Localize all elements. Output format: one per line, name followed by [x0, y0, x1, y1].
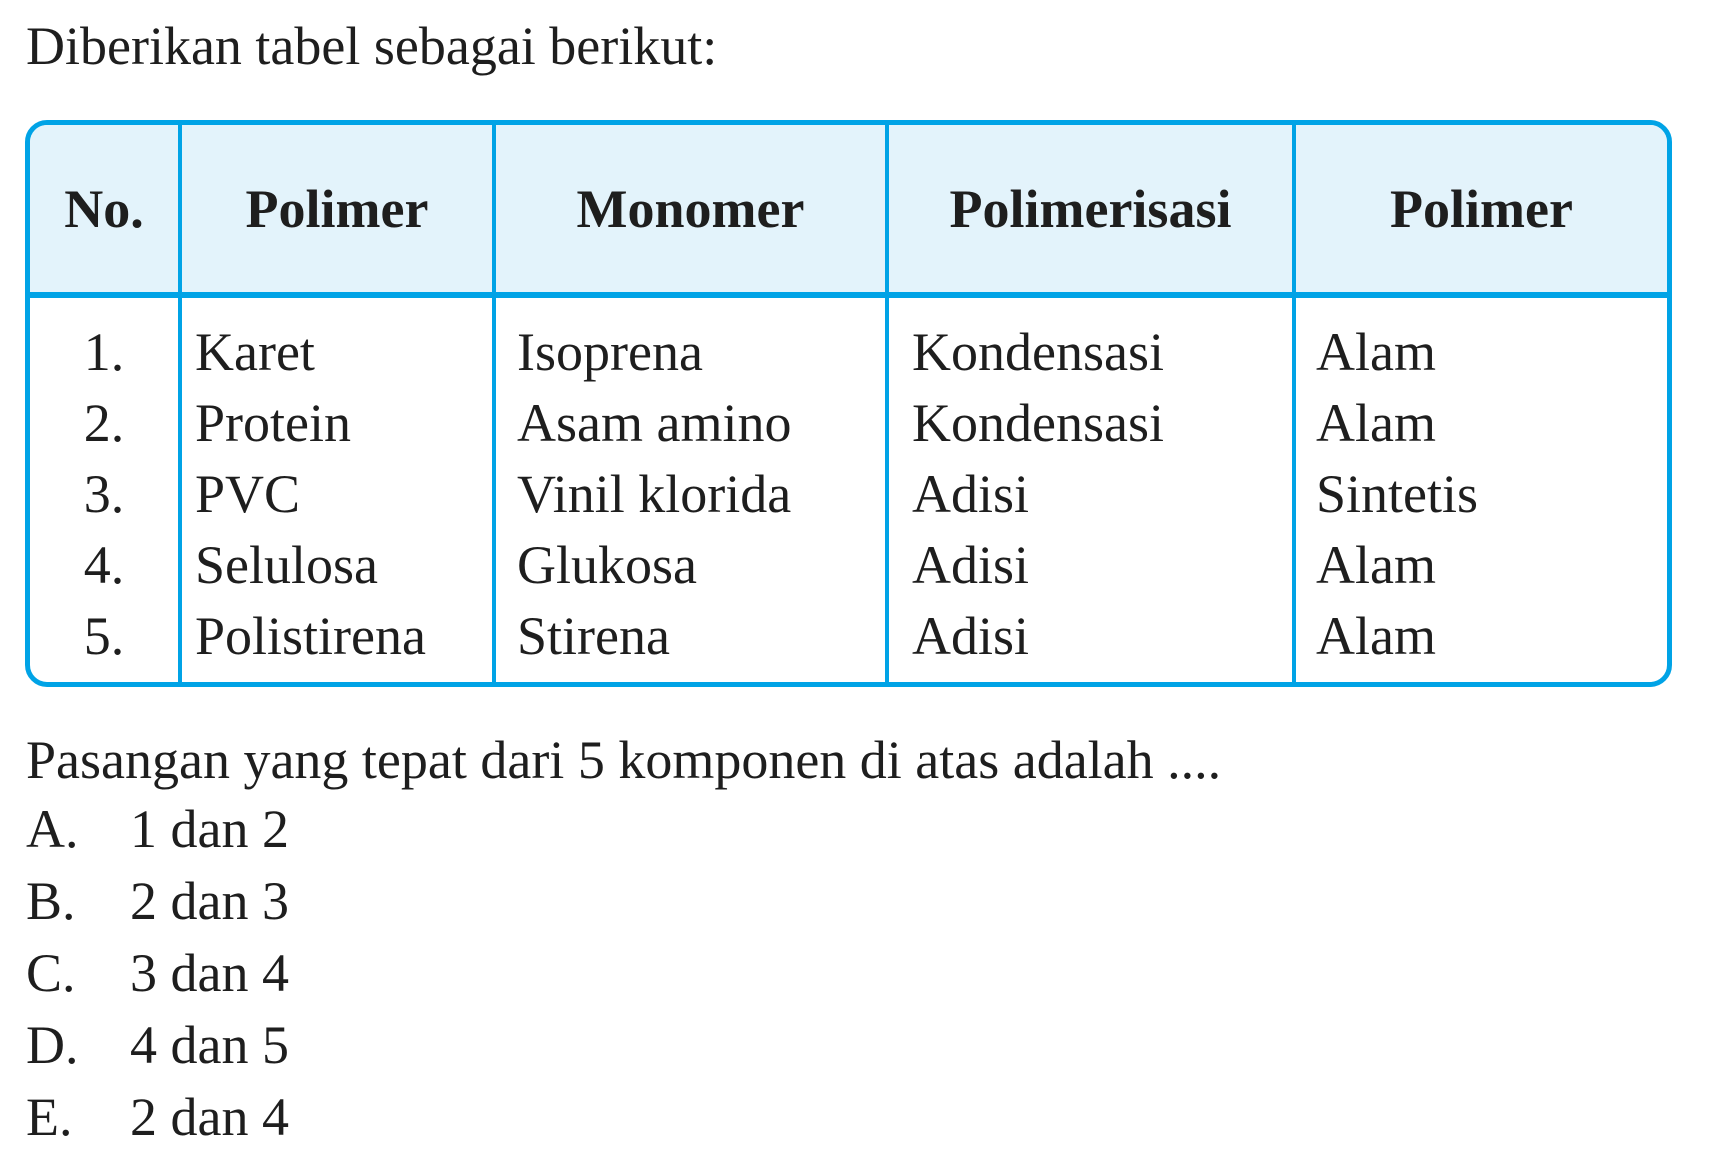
option-letter: E.	[26, 1087, 73, 1147]
polimer-cell: PVC	[195, 464, 301, 524]
header-jenis-polimer: Polimer	[1390, 178, 1573, 239]
option-text: 4 dan 5	[130, 1015, 289, 1075]
option-text: 3 dan 4	[130, 943, 289, 1003]
polimer-cell: Polistirena	[195, 606, 426, 666]
question-text: Pasangan yang tepat dari 5 komponen di atas adalah ....	[26, 730, 1222, 790]
row-number: 5.	[83, 606, 125, 666]
polimerisasi-cell: Adisi	[912, 464, 1030, 524]
intro-text: Diberikan tabel sebagai berikut:	[26, 16, 718, 76]
jenis-polimer-cell: Alam	[1316, 322, 1436, 382]
polimer-cell: Karet	[195, 322, 315, 382]
row-number: 3.	[83, 464, 125, 524]
option-d[interactable]	[26, 1009, 289, 1081]
row-number: 4.	[83, 535, 125, 595]
monomer-cell: Isoprena	[517, 322, 703, 382]
table-row	[30, 388, 1667, 459]
polimer-cell: Selulosa	[195, 535, 378, 595]
option-letter: D.	[26, 1015, 79, 1075]
polimer-cell: Protein	[195, 393, 351, 453]
option-text: 2 dan 4	[130, 1087, 289, 1147]
polimerisasi-cell: Adisi	[912, 606, 1030, 666]
table-row	[30, 601, 1667, 672]
jenis-polimer-cell: Sintetis	[1316, 464, 1479, 524]
option-e[interactable]	[26, 1081, 289, 1153]
table-row	[30, 317, 1667, 388]
polimerisasi-cell: Kondensasi	[912, 322, 1164, 382]
header-polimer: Polimer	[245, 178, 429, 239]
option-text: 1 dan 2	[130, 799, 289, 859]
option-c[interactable]	[26, 937, 289, 1009]
monomer-cell: Glukosa	[517, 535, 697, 595]
header-polimerisasi: Polimerisasi	[949, 178, 1232, 239]
monomer-cell: Vinil klorida	[517, 464, 792, 524]
jenis-polimer-cell: Alam	[1316, 535, 1436, 595]
table-header	[30, 125, 1667, 298]
table-row	[30, 530, 1667, 601]
option-text: 2 dan 3	[130, 871, 289, 931]
row-number: 2.	[83, 393, 125, 453]
option-letter: A.	[26, 799, 79, 859]
jenis-polimer-cell: Alam	[1316, 393, 1436, 453]
row-number: 1.	[83, 322, 125, 382]
monomer-cell: Stirena	[517, 606, 670, 666]
option-a[interactable]	[26, 793, 289, 865]
table-row	[30, 459, 1667, 530]
option-b[interactable]	[26, 865, 289, 937]
jenis-polimer-cell: Alam	[1316, 606, 1436, 666]
header-monomer: Monomer	[576, 178, 805, 239]
header-no: No.	[64, 178, 144, 239]
polimerisasi-cell: Kondensasi	[912, 393, 1164, 453]
monomer-cell: Asam amino	[517, 393, 792, 453]
option-letter: B.	[26, 871, 76, 931]
polymer-table	[25, 120, 1672, 687]
polimerisasi-cell: Adisi	[912, 535, 1030, 595]
option-letter: C.	[26, 943, 76, 1003]
